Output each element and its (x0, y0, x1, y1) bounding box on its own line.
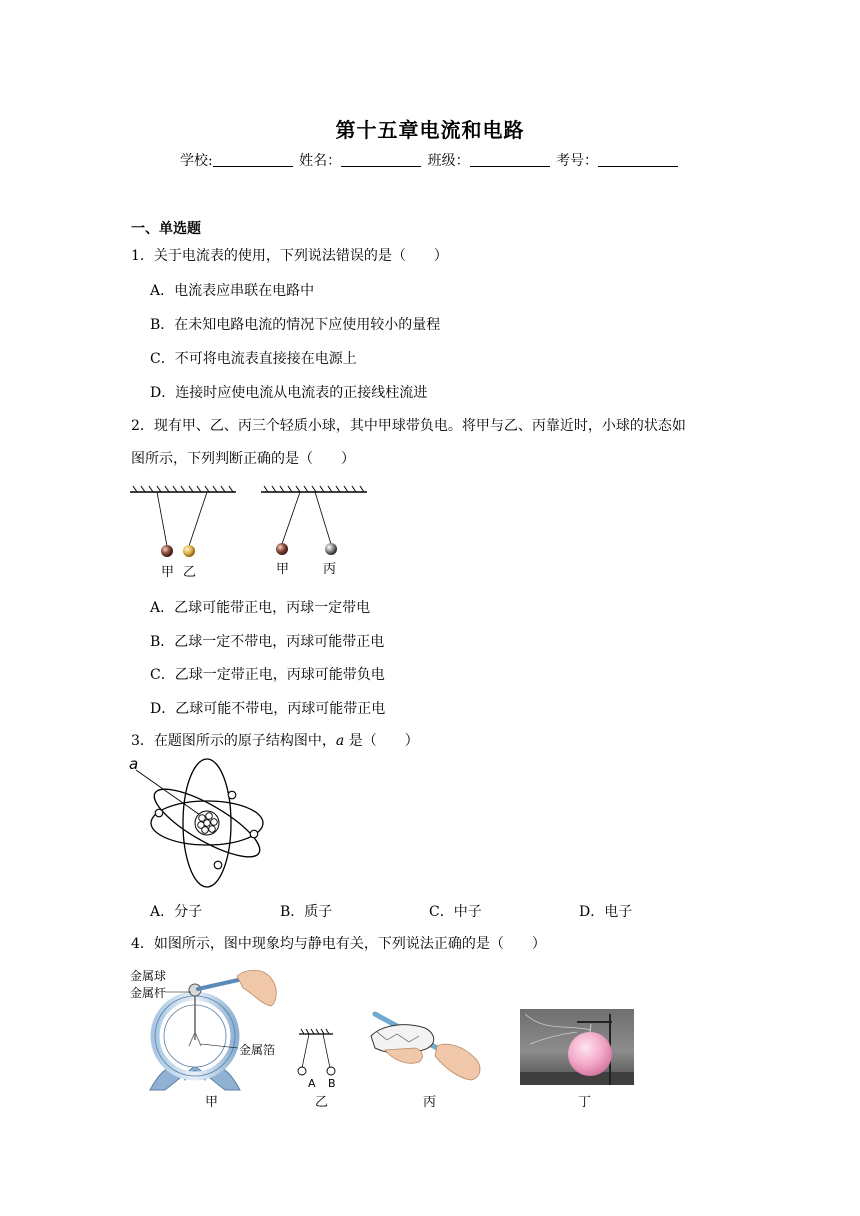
question-2-stem-line2: 图所示，下列判断正确的是（ ） (131, 451, 355, 467)
name-blank (341, 152, 421, 167)
label-metal-ball: 金属球 (130, 969, 167, 983)
question-3-option-c: C．中子 (429, 904, 482, 920)
question-3-stem-tail: 是（ ） (344, 733, 419, 749)
section-heading: 一、单选题 (131, 221, 201, 237)
question-3-option-a: A．分子 (150, 904, 203, 920)
question-3-option-d: D．电子 (579, 904, 633, 920)
question-3-options (150, 901, 710, 921)
question-4-stem: 4．如图所示，图中现象均与静电有关，下列说法正确的是（ ） (131, 936, 546, 952)
hand-jia (237, 970, 276, 1006)
hand-left (385, 1048, 422, 1063)
question-3-stem-text: 3．在题图所示的原子结构图中， (131, 733, 336, 749)
hand-right (435, 1044, 480, 1080)
question-1-option-a: A．电流表应串联在电路中 (150, 283, 315, 299)
electron-4 (214, 861, 222, 869)
ball-bing (325, 543, 337, 555)
ball-jia-left (161, 545, 173, 557)
q2-figure-pith-balls (125, 482, 375, 582)
ball-yi (183, 545, 195, 557)
label-yi: 乙 (183, 565, 197, 580)
label-ding: 丁 (578, 1095, 592, 1110)
question-2-option-b: B．乙球一定不带电，丙球可能带正电 (150, 634, 385, 650)
label-metal-foil: 金属箔 (239, 1043, 276, 1057)
q4-figure-static-electricity (125, 962, 645, 1117)
exam-no-label: 考号： (556, 153, 599, 169)
label-yi: 乙 (315, 1095, 329, 1110)
question-3-variable: a (335, 733, 345, 749)
balloon (568, 1032, 612, 1076)
school-blank (213, 152, 293, 167)
school-label: 学校: (179, 153, 213, 169)
question-1-option-d: D．连接时应使电流从电流表的正接线柱流进 (150, 385, 428, 401)
student-info-line (0, 150, 860, 170)
page-title: 第十五章电流和电路 (335, 118, 525, 142)
electron-1 (155, 809, 163, 817)
hanging-balls-figure-yi (298, 1029, 336, 1110)
question-3-option-b: B．质子 (280, 904, 333, 920)
question-3-stem (131, 731, 419, 751)
rubbing-figure-bing (371, 1014, 480, 1110)
label-a: A (308, 1077, 316, 1090)
class-blank (470, 152, 550, 167)
question-2-option-a: A．乙球可能带正电，丙球一定带电 (150, 600, 371, 616)
exam-no-blank (598, 152, 678, 167)
class-label: 班级： (427, 153, 470, 169)
q3-figure-atom-structure (125, 755, 275, 890)
label-metal-rod: 金属杆 (130, 986, 167, 1000)
question-2-option-d: D．乙球可能不带电，丙球可能带正电 (150, 701, 386, 717)
balloon-photo-ding (520, 1009, 634, 1110)
question-1-option-c: C．不可将电流表直接接在电源上 (150, 351, 357, 367)
label-jia-2: 甲 (276, 562, 290, 577)
ball-a (298, 1067, 306, 1075)
question-1-option-b: B．在未知电路电流的情况下应使用较小的量程 (150, 317, 441, 333)
electroscope-figure-jia (130, 968, 276, 1110)
label-bing: 丙 (423, 1095, 437, 1110)
left-support (130, 486, 236, 546)
question-2-option-c: C．乙球一定带正电，丙球可能带负电 (150, 667, 385, 683)
label-jia: 甲 (205, 1095, 219, 1110)
label-b: B (328, 1077, 336, 1090)
nucleus (195, 811, 219, 835)
label-jia-1: 甲 (161, 565, 175, 580)
name-label: 姓名： (299, 153, 342, 169)
right-support (261, 486, 367, 544)
ball-jia-right (276, 543, 288, 555)
question-1-stem: 1．关于电流表的使用，下列说法错误的是（ ） (131, 248, 448, 264)
ball-b (327, 1067, 335, 1075)
label-a: a (129, 755, 139, 773)
label-bing: 丙 (323, 562, 337, 577)
electron-3 (250, 830, 258, 838)
question-2-stem-line1: 2．现有甲、乙、丙三个轻质小球，其中甲球带负电。将甲与乙、丙靠近时，小球的状态如 (131, 418, 686, 434)
electron-2 (228, 791, 236, 799)
